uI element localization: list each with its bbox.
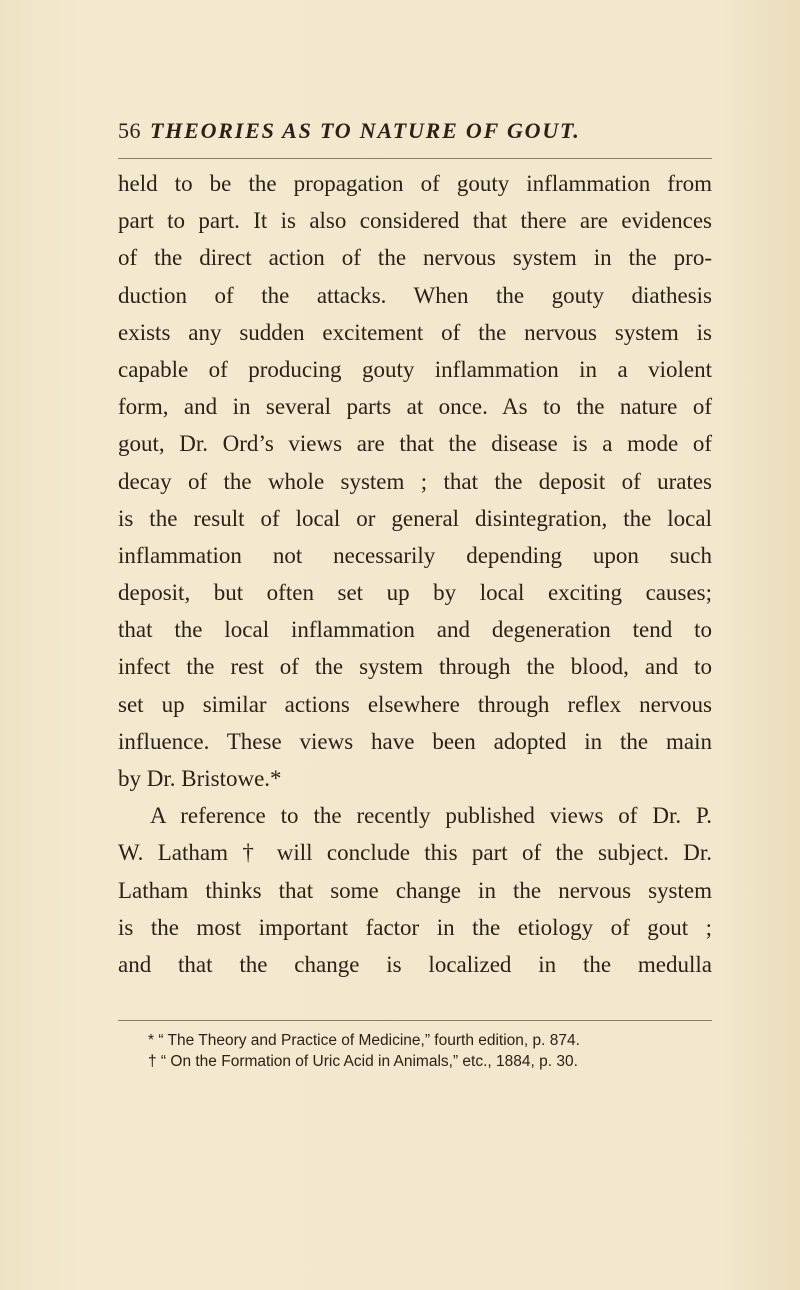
text-line: held to be the propagation of gouty inflammation from	[118, 171, 712, 196]
text-line: infect the rest of the system through the blood, and to	[118, 654, 712, 680]
text-line: exists any sudden excitement of the nervous system is	[118, 319, 712, 345]
footnote-rule	[118, 1020, 712, 1021]
text-line: A reference to the recently published views of Dr. P.	[150, 803, 712, 829]
running-title: THEORIES AS TO NATURE OF GOUT.	[150, 118, 581, 143]
footnotes	[148, 1030, 708, 1072]
text-line: that the local inflammation and degeneration tend to	[118, 617, 712, 643]
text-line: and that the change is localized in the medulla	[118, 951, 712, 977]
text-line: is the most important factor in the etiology of gout ;	[118, 914, 712, 940]
text-line: of the direct action of the nervous system in the pro-	[118, 245, 712, 271]
text-line: duction of the attacks. When the gouty diathesis	[118, 282, 712, 308]
text-line: part to part. It is also considered that there are evidences	[118, 208, 712, 234]
text-line: inflammation not necessarily depending upon such	[118, 542, 712, 568]
header-rule	[118, 158, 712, 159]
text-line: decay of the whole system ; that the deposit of urates	[118, 468, 712, 494]
body-text	[118, 165, 712, 983]
text-line: capable of producing gouty inflammation in a violent	[118, 356, 712, 382]
page-number: 56	[118, 118, 141, 143]
text-line: gout, Dr. Ord’s views are that the disease is a mode of	[118, 431, 712, 457]
page-header	[118, 118, 718, 146]
text-line: W. Latham † will conclude this part of the subject. Dr.	[118, 840, 712, 866]
text-line: by Dr. Bristowe.*	[118, 766, 282, 791]
text-line: influence. These views have been adopted in the main	[118, 728, 712, 754]
text-line: set up similar actions elsewhere through reflex nervous	[118, 691, 712, 717]
text-line: is the result of local or general disintegration, the local	[118, 505, 712, 531]
text-line: form, and in several parts at once. As to the nature of	[118, 394, 712, 420]
text-line: Latham thinks that some change in the nervous system	[118, 877, 712, 903]
footnote: † “ On the Formation of Uric Acid in Animals,” etc., 1884, p. 30.	[148, 1053, 578, 1070]
text-line: deposit, but often set up by local exciting causes;	[118, 580, 712, 606]
footnote: * “ The Theory and Practice of Medicine,” fourth edition, p. 874.	[148, 1032, 580, 1049]
